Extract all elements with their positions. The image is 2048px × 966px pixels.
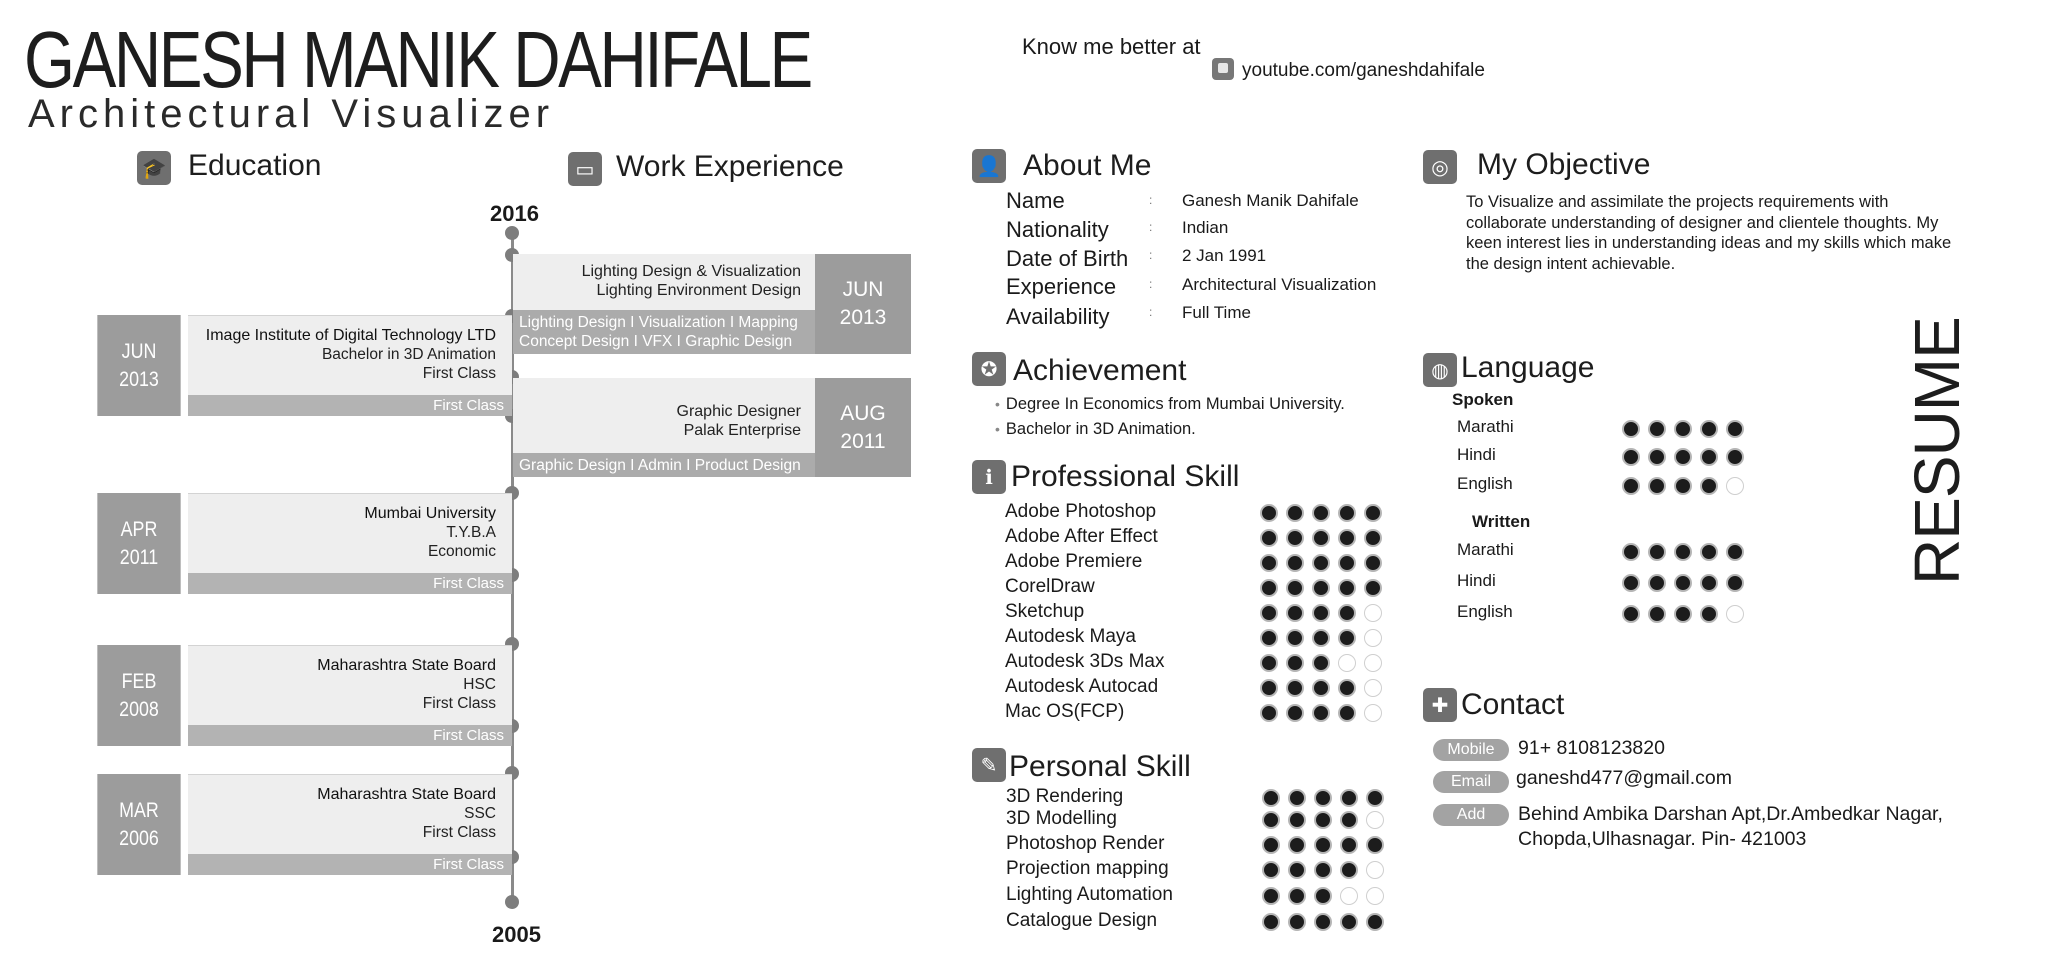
about-me-heading: About Me — [1023, 149, 1152, 182]
language-name: English — [1457, 602, 1513, 621]
education-strip: First Class — [188, 573, 512, 594]
education-year: 2013 — [119, 367, 159, 391]
skill-name: Mac OS(FCP) — [1005, 701, 1125, 722]
rating-dot-filled — [1288, 913, 1306, 931]
rating-dot-filled — [1622, 448, 1640, 466]
work-year: 2011 — [840, 429, 886, 453]
rating-dot-filled — [1260, 629, 1278, 647]
education-card — [188, 645, 512, 725]
rating-dot-filled — [1726, 574, 1744, 592]
about-label: Experience — [1006, 274, 1117, 299]
address-line-2: Chopda,Ulhasnagar. Pin- 421003 — [1518, 828, 1807, 850]
rating-dot-filled — [1262, 913, 1280, 931]
personal-skill-heading: Personal Skill — [1009, 750, 1191, 783]
rating-dot-filled — [1312, 579, 1330, 597]
timeline-dot — [505, 226, 519, 240]
work-card — [513, 254, 815, 310]
timeline-bottom-year: 2005 — [492, 922, 541, 947]
rating-dot-filled — [1286, 629, 1304, 647]
education-entry — [90, 774, 512, 875]
rating-dots — [1262, 836, 1384, 854]
rating-dot-filled — [1260, 704, 1278, 722]
objective-heading: My Objective — [1477, 148, 1651, 181]
rating-dot-filled — [1648, 420, 1666, 438]
achievement-item: • Degree In Economics from Mumbai University. — [995, 395, 1345, 414]
education-result: First Class — [422, 695, 496, 712]
rating-dot-filled — [1338, 679, 1356, 697]
rating-dot-empty — [1364, 629, 1382, 647]
rating-dot-filled — [1364, 504, 1382, 522]
education-card — [188, 493, 512, 573]
about-label: Date of Birth — [1006, 246, 1129, 271]
education-degree: SSC — [464, 805, 496, 822]
email-value[interactable]: ganeshd477@gmail.com — [1516, 767, 1733, 789]
rating-dot-filled — [1288, 887, 1306, 905]
rating-dot-filled — [1338, 504, 1356, 522]
youtube-link[interactable]: youtube.com/ganeshdahifale — [1242, 60, 1485, 81]
about-colon: : — [1149, 220, 1153, 234]
rating-dot-filled — [1286, 554, 1304, 572]
rating-dot-empty — [1366, 887, 1384, 905]
education-date — [97, 315, 180, 416]
education-strip: First Class — [188, 725, 512, 746]
education-result: First Class — [422, 365, 496, 382]
work-strip — [513, 310, 815, 354]
rating-dot-filled — [1286, 529, 1304, 547]
rating-dots — [1262, 887, 1384, 905]
achievement-heading: Achievement — [1013, 354, 1187, 387]
rating-dot-filled — [1286, 504, 1304, 522]
contact-heading: Contact — [1461, 688, 1565, 721]
rating-dots — [1260, 629, 1382, 647]
rating-dots — [1262, 811, 1384, 829]
language-name: Hindi — [1457, 571, 1496, 590]
rating-dot-filled — [1648, 543, 1666, 561]
education-year: 2011 — [119, 545, 159, 569]
rating-dot-filled — [1700, 477, 1718, 495]
rating-dot-filled — [1674, 420, 1692, 438]
rating-dot-filled — [1338, 629, 1356, 647]
rating-dot-filled — [1312, 629, 1330, 647]
rating-dot-filled — [1674, 605, 1692, 623]
rating-dot-filled — [1286, 654, 1304, 672]
rating-dot-filled — [1288, 836, 1306, 854]
language-name: Hindi — [1457, 445, 1496, 464]
graduation-cap-icon: 🎓 — [137, 151, 171, 185]
rating-dot-empty — [1364, 679, 1382, 697]
resume-name: GANESH MANIK DAHIFALE — [24, 15, 811, 104]
work-month: AUG — [840, 401, 886, 425]
rating-dot-filled — [1288, 861, 1306, 879]
work-card — [513, 378, 815, 453]
rating-dot-filled — [1364, 554, 1382, 572]
rating-dot-filled — [1260, 579, 1278, 597]
education-card — [188, 315, 512, 395]
education-card — [188, 774, 512, 854]
language-name: English — [1457, 474, 1513, 493]
rating-dot-filled — [1648, 605, 1666, 623]
rating-dot-filled — [1286, 679, 1304, 697]
skill-name: Autodesk Maya — [1005, 626, 1136, 647]
rating-dots — [1260, 604, 1382, 622]
rating-dots — [1260, 704, 1382, 722]
rating-dots — [1622, 420, 1744, 438]
rating-dot-filled — [1674, 574, 1692, 592]
rating-dots — [1260, 504, 1382, 522]
briefcase-icon: ▭ — [568, 152, 602, 186]
rating-dot-filled — [1622, 420, 1640, 438]
rating-dot-filled — [1700, 420, 1718, 438]
rating-dot-filled — [1340, 811, 1358, 829]
rating-dots — [1622, 477, 1744, 495]
rating-dot-filled — [1312, 604, 1330, 622]
about-value: 2 Jan 1991 — [1182, 246, 1267, 265]
rating-dot-empty — [1366, 811, 1384, 829]
work-entry — [513, 378, 911, 477]
about-label: Availability — [1006, 304, 1110, 329]
rating-dot-filled — [1314, 861, 1332, 879]
user-edit-icon: ✎ — [972, 748, 1006, 782]
rating-dot-empty — [1364, 654, 1382, 672]
skill-name: Sketchup — [1005, 601, 1085, 622]
about-label: Nationality — [1006, 217, 1109, 242]
rating-dot-filled — [1314, 913, 1332, 931]
rating-dots — [1260, 529, 1382, 547]
rating-dot-filled — [1286, 704, 1304, 722]
spoken-label: Spoken — [1452, 390, 1514, 409]
rating-dot-filled — [1622, 574, 1640, 592]
rating-dots — [1262, 913, 1384, 931]
youtube-icon — [1212, 58, 1234, 80]
education-result: First Class — [422, 824, 496, 841]
work-tags: Concept Design I VFX I Graphic Design — [519, 333, 793, 350]
rating-dot-filled — [1312, 504, 1330, 522]
rating-dot-empty — [1726, 477, 1744, 495]
user-icon: 👤 — [972, 149, 1006, 183]
rating-dot-filled — [1366, 913, 1384, 931]
info-icon: ℹ — [972, 460, 1006, 494]
rating-dots — [1260, 654, 1382, 672]
education-month: APR — [120, 517, 158, 541]
skill-name: Adobe Premiere — [1005, 551, 1143, 572]
rating-dot-filled — [1314, 836, 1332, 854]
rating-dot-filled — [1288, 811, 1306, 829]
education-institute: Maharashtra State Board — [317, 786, 496, 803]
rating-dot-empty — [1340, 887, 1358, 905]
rating-dots — [1622, 574, 1744, 592]
skill-name: Autodesk 3Ds Max — [1005, 651, 1165, 672]
rating-dot-filled — [1314, 811, 1332, 829]
education-month: FEB — [121, 669, 157, 693]
rating-dot-filled — [1260, 504, 1278, 522]
plus-icon: ✚ — [1423, 688, 1457, 722]
rating-dot-filled — [1312, 529, 1330, 547]
work-tags: Graphic Design I Admin I Product Design — [513, 453, 815, 477]
work-date — [815, 378, 911, 477]
rating-dot-filled — [1312, 679, 1330, 697]
rating-dot-filled — [1312, 654, 1330, 672]
rating-dots — [1260, 554, 1382, 572]
rating-dots — [1622, 605, 1744, 623]
resume-side-label: RESUME — [1901, 317, 1973, 585]
rating-dot-filled — [1726, 420, 1744, 438]
rating-dot-filled — [1648, 448, 1666, 466]
rating-dot-filled — [1338, 704, 1356, 722]
education-result: Economic — [427, 543, 496, 560]
skill-name: 3D Modelling — [1006, 808, 1117, 829]
rating-dot-filled — [1700, 543, 1718, 561]
timeline-top-year: 2016 — [490, 201, 539, 226]
rating-dot-filled — [1700, 605, 1718, 623]
rating-dot-filled — [1366, 789, 1384, 807]
rating-dot-empty — [1338, 654, 1356, 672]
rating-dot-filled — [1338, 529, 1356, 547]
about-label: Name — [1006, 188, 1065, 213]
rating-dot-filled — [1366, 836, 1384, 854]
rating-dot-empty — [1364, 704, 1382, 722]
rating-dot-filled — [1726, 543, 1744, 561]
work-title: Graphic Designer — [676, 403, 801, 420]
globe-icon: ◍ — [1423, 353, 1457, 387]
rating-dot-filled — [1262, 836, 1280, 854]
rating-dot-filled — [1262, 861, 1280, 879]
mobile-label: Mobile — [1433, 739, 1509, 761]
work-entry — [513, 254, 911, 354]
about-value: Indian — [1182, 218, 1229, 237]
skill-name: Adobe After Effect — [1005, 526, 1158, 547]
work-company: Palak Enterprise — [683, 422, 801, 439]
rating-dot-filled — [1700, 448, 1718, 466]
rating-dot-filled — [1262, 789, 1280, 807]
rating-dot-filled — [1340, 861, 1358, 879]
education-heading: Education — [188, 149, 322, 182]
rating-dot-empty — [1726, 605, 1744, 623]
rating-dot-filled — [1312, 704, 1330, 722]
timeline-dot — [505, 895, 519, 909]
rating-dot-empty — [1364, 604, 1382, 622]
work-tags: Lighting Design I Visualization I Mapping — [519, 314, 798, 331]
work-title: Lighting Design & Visualization — [581, 263, 801, 280]
rating-dots — [1262, 861, 1384, 879]
language-name: Marathi — [1457, 417, 1514, 436]
rating-dot-filled — [1314, 789, 1332, 807]
rating-dot-filled — [1364, 529, 1382, 547]
rating-dot-filled — [1622, 605, 1640, 623]
email-label: Email — [1433, 771, 1509, 793]
skill-name: Photoshop Render — [1006, 833, 1165, 854]
rating-dots — [1260, 579, 1382, 597]
resume-role: Architectural Visualizer — [28, 92, 555, 136]
rating-dot-filled — [1312, 554, 1330, 572]
education-month: MAR — [119, 798, 159, 822]
rating-dot-filled — [1260, 554, 1278, 572]
rating-dot-filled — [1286, 604, 1304, 622]
work-company: Lighting Environment Design — [596, 282, 801, 299]
rating-dot-filled — [1648, 574, 1666, 592]
achievement-item: • Bachelor in 3D Animation. — [995, 420, 1196, 439]
work-month: JUN — [842, 278, 884, 301]
education-date — [97, 645, 180, 746]
education-degree: T.Y.B.A — [446, 524, 496, 541]
rating-dots — [1260, 679, 1382, 697]
rating-dot-filled — [1364, 579, 1382, 597]
rating-dot-filled — [1260, 529, 1278, 547]
about-colon: : — [1149, 248, 1153, 262]
rating-dot-filled — [1260, 654, 1278, 672]
written-label: Written — [1472, 512, 1531, 531]
rating-dot-filled — [1622, 477, 1640, 495]
rating-dot-filled — [1674, 477, 1692, 495]
education-degree: HSC — [463, 676, 496, 693]
education-strip: First Class — [188, 395, 512, 416]
education-degree: Bachelor in 3D Animation — [321, 346, 496, 363]
education-entry — [90, 315, 512, 416]
rating-dot-filled — [1262, 887, 1280, 905]
rating-dot-filled — [1622, 543, 1640, 561]
rating-dots — [1622, 543, 1744, 561]
education-institute: Mumbai University — [364, 505, 496, 522]
skill-name: Lighting Automation — [1006, 884, 1173, 905]
skill-name: Autodesk Autocad — [1005, 676, 1159, 697]
professional-skill-heading: Professional Skill — [1011, 460, 1240, 493]
objective-text: To Visualize and assimilate the projects requirements with collaborate understanding of designer and clientele thoughts. My keen interest lies in understanding ideas and my skills which make the design intent achievable. — [1466, 193, 1952, 273]
skill-name: CorelDraw — [1005, 576, 1095, 597]
know-me-text: Know me better at — [1022, 34, 1201, 59]
education-institute: Image Institute of Digital Technology LTD — [205, 327, 496, 344]
rating-dot-filled — [1260, 604, 1278, 622]
about-value: Full Time — [1182, 303, 1251, 322]
about-value: Architectural Visualization — [1182, 275, 1377, 294]
rating-dot-filled — [1286, 579, 1304, 597]
rating-dot-filled — [1338, 579, 1356, 597]
education-entry — [90, 493, 512, 594]
work-experience-heading: Work Experience — [616, 150, 844, 183]
education-date — [97, 493, 180, 594]
skill-name: Projection mapping — [1006, 858, 1169, 879]
work-year: 2013 — [839, 306, 887, 329]
education-strip: First Class — [188, 854, 512, 875]
about-value: Ganesh Manik Dahifale — [1182, 191, 1359, 210]
rating-dot-filled — [1700, 574, 1718, 592]
skill-name: Catalogue Design — [1006, 910, 1158, 931]
award-icon: ✪ — [972, 352, 1006, 386]
rating-dot-empty — [1366, 861, 1384, 879]
education-year: 2006 — [119, 826, 159, 850]
address-label: Add — [1433, 804, 1509, 826]
mobile-value[interactable]: 91+ 8108123820 — [1518, 737, 1665, 759]
rating-dot-filled — [1340, 836, 1358, 854]
rating-dot-filled — [1726, 448, 1744, 466]
about-colon: : — [1149, 193, 1153, 207]
target-icon: ◎ — [1423, 150, 1457, 184]
language-heading: Language — [1461, 351, 1595, 384]
about-colon: : — [1149, 305, 1153, 319]
skill-name: 3D Rendering — [1006, 786, 1124, 807]
rating-dot-filled — [1340, 789, 1358, 807]
rating-dot-filled — [1674, 448, 1692, 466]
rating-dot-filled — [1674, 543, 1692, 561]
language-name: Marathi — [1457, 540, 1514, 559]
skill-name: Adobe Photoshop — [1005, 501, 1157, 522]
rating-dot-filled — [1262, 811, 1280, 829]
rating-dot-filled — [1340, 913, 1358, 931]
education-entry — [90, 645, 512, 746]
rating-dots — [1622, 448, 1744, 466]
rating-dots — [1262, 789, 1384, 807]
rating-dot-filled — [1288, 789, 1306, 807]
work-date — [815, 254, 911, 354]
rating-dot-filled — [1260, 679, 1278, 697]
education-month: JUN — [121, 339, 157, 363]
rating-dot-filled — [1338, 604, 1356, 622]
rating-dot-filled — [1314, 887, 1332, 905]
education-date — [97, 774, 180, 875]
rating-dot-filled — [1648, 477, 1666, 495]
education-institute: Maharashtra State Board — [317, 657, 496, 674]
education-year: 2008 — [119, 697, 159, 721]
address-line-1: Behind Ambika Darshan Apt,Dr.Ambedkar Nagar, — [1518, 803, 1943, 825]
rating-dot-filled — [1338, 554, 1356, 572]
about-colon: : — [1149, 277, 1153, 291]
